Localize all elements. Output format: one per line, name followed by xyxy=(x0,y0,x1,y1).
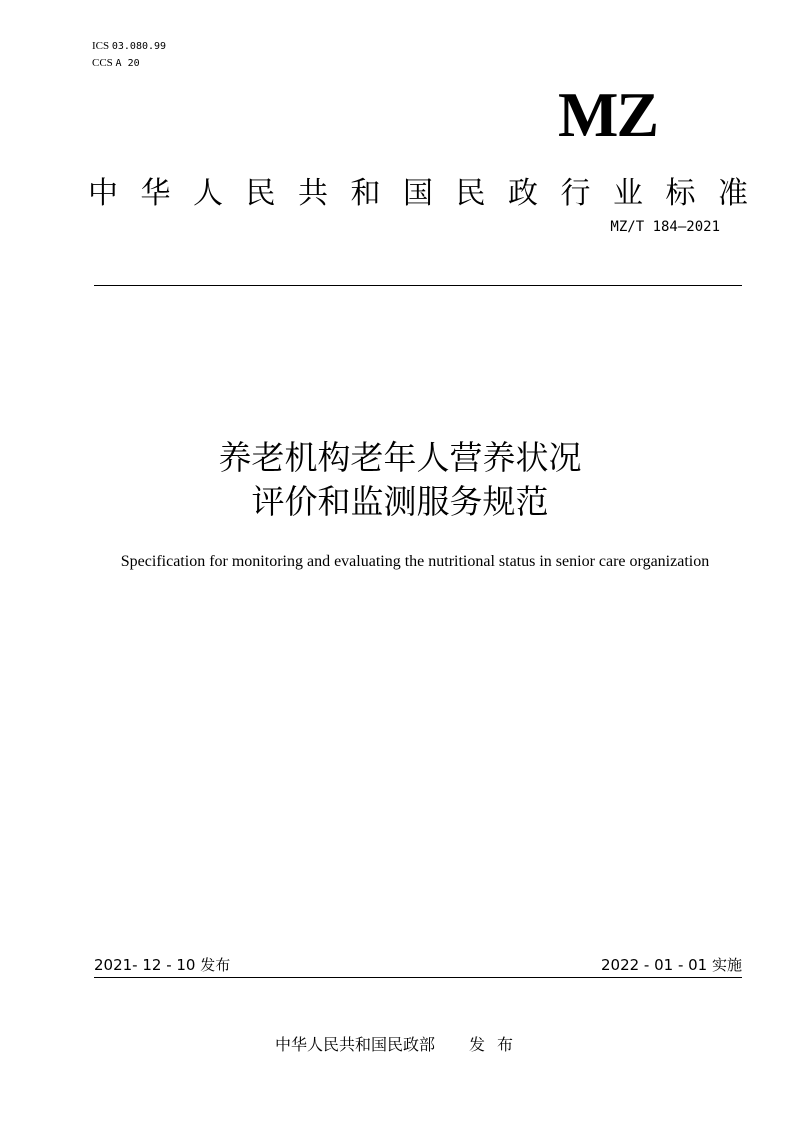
ccs-label: CCS xyxy=(92,57,113,69)
mz-logo: MZ xyxy=(558,79,658,150)
title-line-1: 养老机构老年人营养状况 xyxy=(218,438,582,477)
standard-number: MZ/T 184—2021 xyxy=(610,219,720,235)
ccs-line xyxy=(92,55,166,72)
issuer-line xyxy=(0,1032,800,1055)
classification-codes xyxy=(92,38,166,72)
top-divider xyxy=(94,285,742,286)
ics-code: 03.080.99 xyxy=(111,41,167,52)
english-title: Specification for monitoring and evaluating the nutritional status in senior care organization xyxy=(120,553,710,570)
implementation-date: 2022 - 01 - 01 实施 xyxy=(600,956,742,974)
ics-label: ICS xyxy=(92,40,110,52)
ics-line xyxy=(92,38,166,55)
document-title xyxy=(0,436,800,524)
industry-standard-heading: 中华人民共和国民政行业标准 xyxy=(88,176,771,211)
ccs-code: A 20 xyxy=(115,58,140,69)
issuer-action: 发布 xyxy=(469,1035,526,1054)
issue-date: 2021- 12 - 10 发布 xyxy=(94,956,231,974)
issuer-name: 中华人民共和国民政部 xyxy=(274,1035,435,1054)
bottom-divider xyxy=(94,977,742,978)
title-line-2: 评价和监测服务规范 xyxy=(251,482,549,521)
